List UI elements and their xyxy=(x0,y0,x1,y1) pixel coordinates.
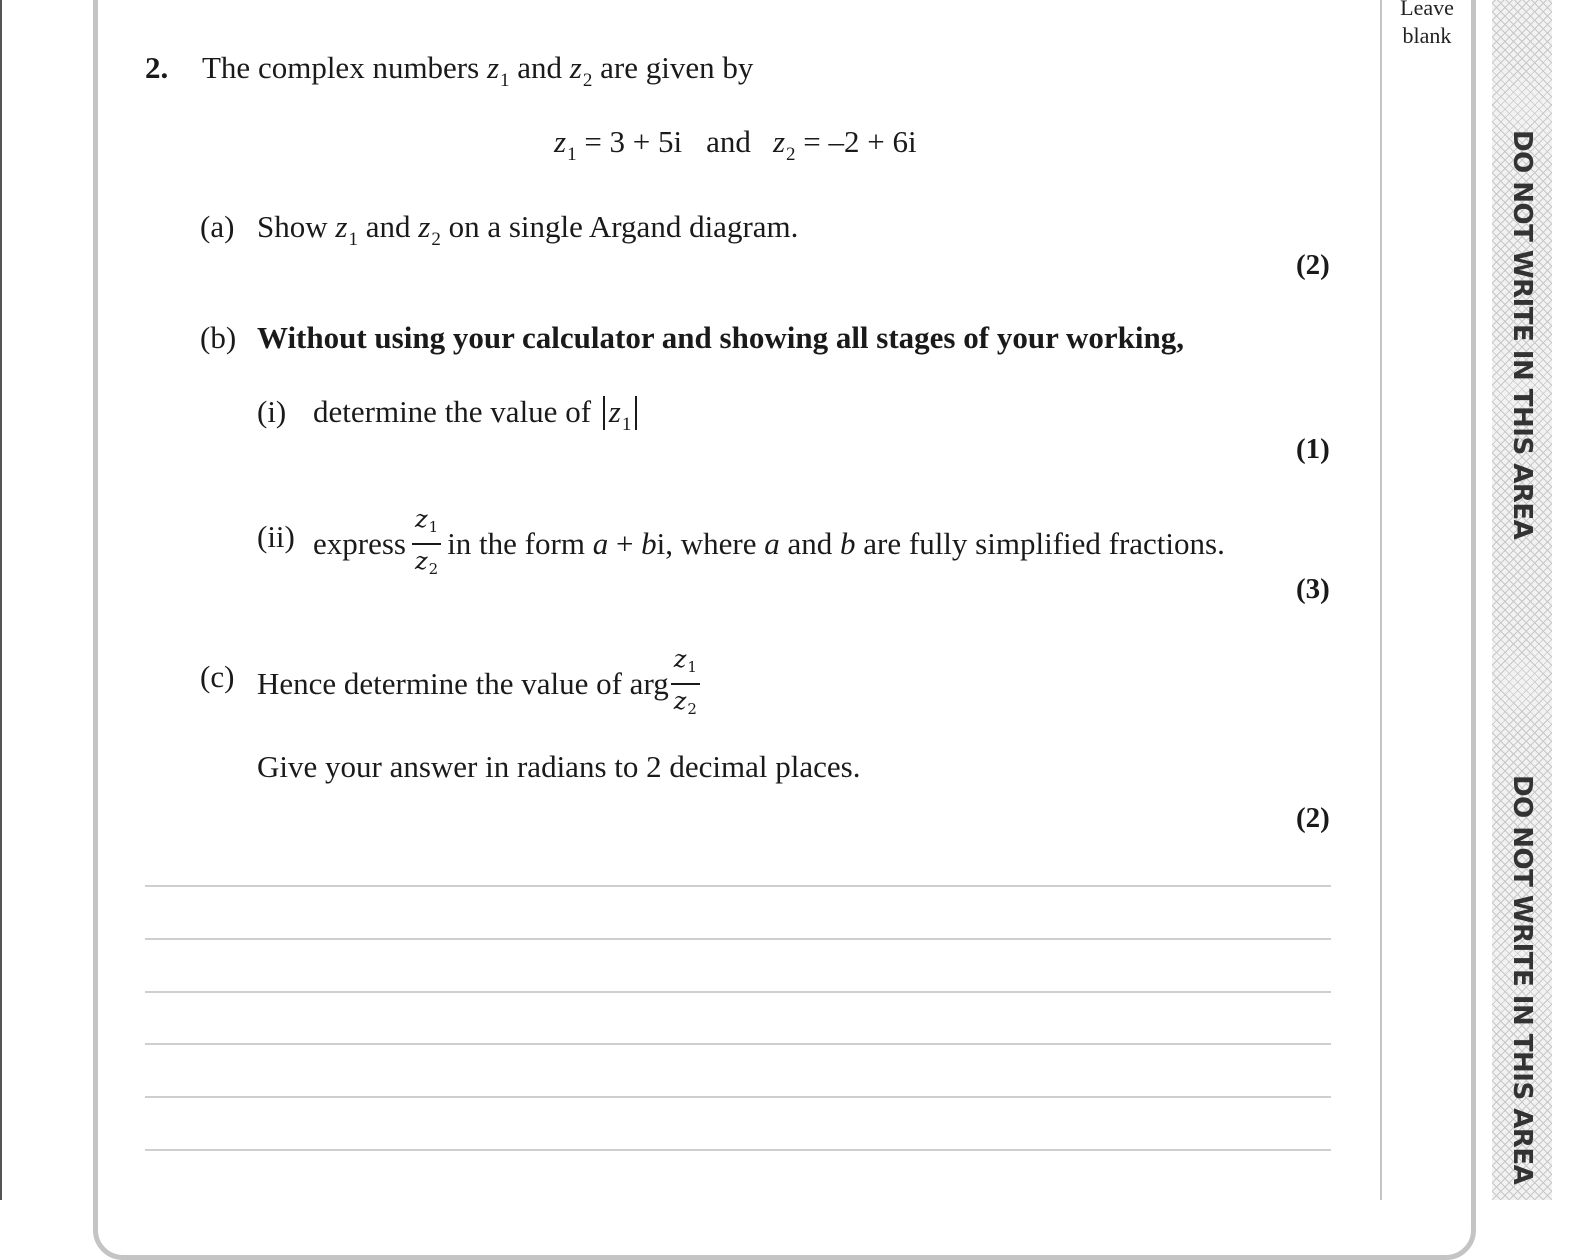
question-number: 2. xyxy=(145,50,169,85)
part-c-label: (c) xyxy=(200,659,235,694)
fraction-z1-over-z2: $\frac{z_1}{z_2}$ xyxy=(412,505,441,583)
part-b-ii-label: (ii) xyxy=(257,519,295,554)
given-equations: $z_1 = 3 + 5i$ and $z_2 = -2 + 6i$ xyxy=(554,124,917,165)
fraction-arg-z1-over-z2: $\frac{z_1}{z_2}$ xyxy=(671,645,700,723)
leave-blank-label xyxy=(1388,0,1466,50)
side-warning-top: DO NOT WRITE IN THIS AREA xyxy=(1507,130,1537,540)
part-b-label: (b) xyxy=(200,320,237,355)
abs-bar-right xyxy=(635,396,637,430)
question-intro: The complex numbers $z_1$ and $z_2$ are given by xyxy=(202,50,754,91)
part-c-text: Hence determine the value of arg $\frac{z_1}{z_2}$ xyxy=(257,645,706,723)
answer-line[interactable] xyxy=(145,991,1331,993)
leave-blank-line1: Leave xyxy=(1400,0,1454,20)
part-b-ii-text: express $\frac{z_1}{z_2}$ in the form a + bi, where a and b are fully simplified fractions. xyxy=(313,505,1225,583)
part-b-i-text: determine the value of $z_1$ xyxy=(313,394,641,436)
part-c-marks: (2) xyxy=(1296,802,1330,834)
answer-line[interactable] xyxy=(145,885,1331,887)
answer-line[interactable] xyxy=(145,1096,1331,1098)
answer-line[interactable] xyxy=(145,1149,1331,1151)
margin-divider xyxy=(1380,0,1382,1200)
side-warning-bottom: DO NOT WRITE IN THIS AREA xyxy=(1507,775,1537,1185)
part-c-note: Give your answer in radians to 2 decimal places. xyxy=(257,749,861,784)
leave-blank-line2: blank xyxy=(1402,23,1452,48)
part-b-instruction: Without using your calculator and showing all stages of your working, xyxy=(257,320,1185,355)
answer-frame xyxy=(93,0,1476,1260)
part-b-i-marks: (1) xyxy=(1296,433,1330,465)
page-edge xyxy=(0,0,2,1200)
abs-bar-left xyxy=(603,396,605,430)
part-a-text: Show $z_1$ and $z_2$ on a single Argand diagram. xyxy=(257,209,799,250)
answer-line[interactable] xyxy=(145,1043,1331,1045)
part-b-ii-marks: (3) xyxy=(1296,573,1330,605)
part-a-marks: (2) xyxy=(1296,249,1330,281)
part-b-i-label: (i) xyxy=(257,394,287,429)
part-a-label: (a) xyxy=(200,209,235,244)
answer-line[interactable] xyxy=(145,938,1331,940)
